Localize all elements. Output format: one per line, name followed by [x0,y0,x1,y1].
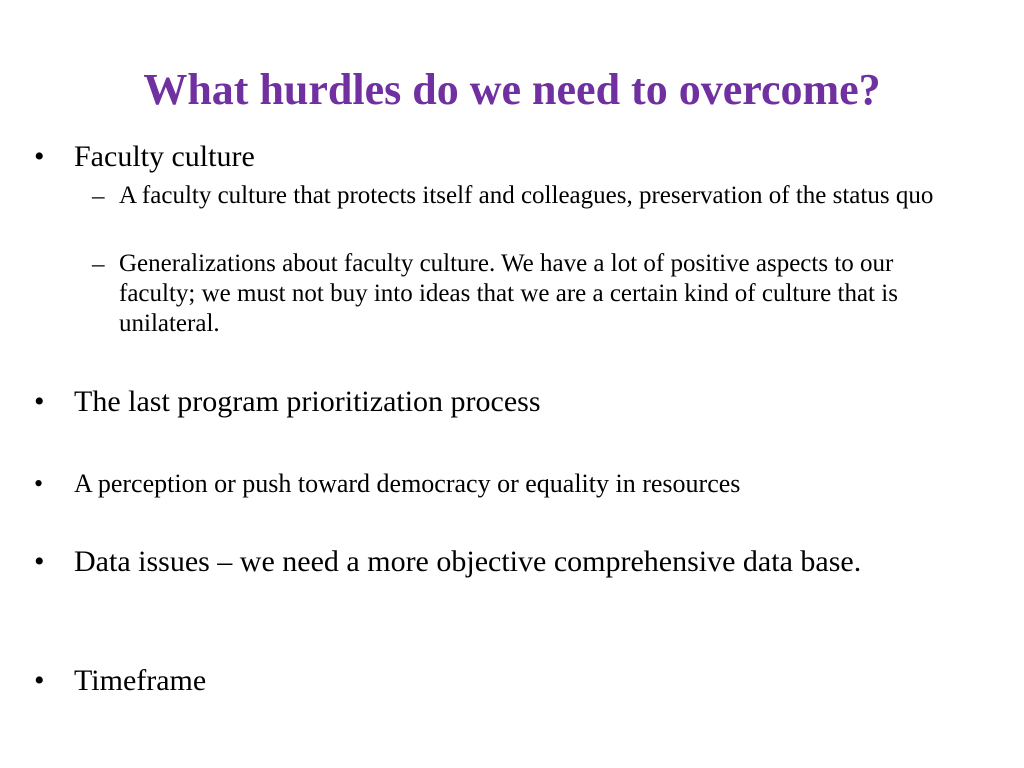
bullet-marker: • [34,140,45,173]
bullet-timeframe [34,664,974,698]
bullet-faculty-culture [34,140,974,174]
bullet-marker: • [34,545,45,578]
bullet-text: Timeframe [74,664,207,697]
bullet-text: Faculty culture [74,140,255,173]
bullet-text: A perception or push toward democracy or equality in resources [74,469,741,498]
bullet-text: The last program prioritization process [74,385,541,418]
slide-title: What hurdles do we need to overcome? [143,65,881,114]
bullet-data-issues [34,545,974,615]
bullet-marker: • [34,469,44,498]
subitem-faculty-protects [92,181,972,243]
subitem-text: A faculty culture that protects itself and colleagues, preservation of the status quo [119,182,934,209]
bullet-text: Data issues – we need a more objective comprehensive data base. [74,545,862,578]
subitem-generalizations [92,249,972,342]
subitem-text: Generalizations about faculty culture. We have a lot of positive aspects to our faculty; we must not buy into ideas that we are a certain kind of culture that is unilateral. [119,250,898,337]
bullet-marker: • [34,664,45,697]
bullet-marker: • [34,385,45,418]
sub-marker: – [92,183,105,210]
sub-marker: – [92,251,105,278]
bullet-program-prioritization [34,385,974,419]
bullet-democracy-equality [34,469,974,499]
